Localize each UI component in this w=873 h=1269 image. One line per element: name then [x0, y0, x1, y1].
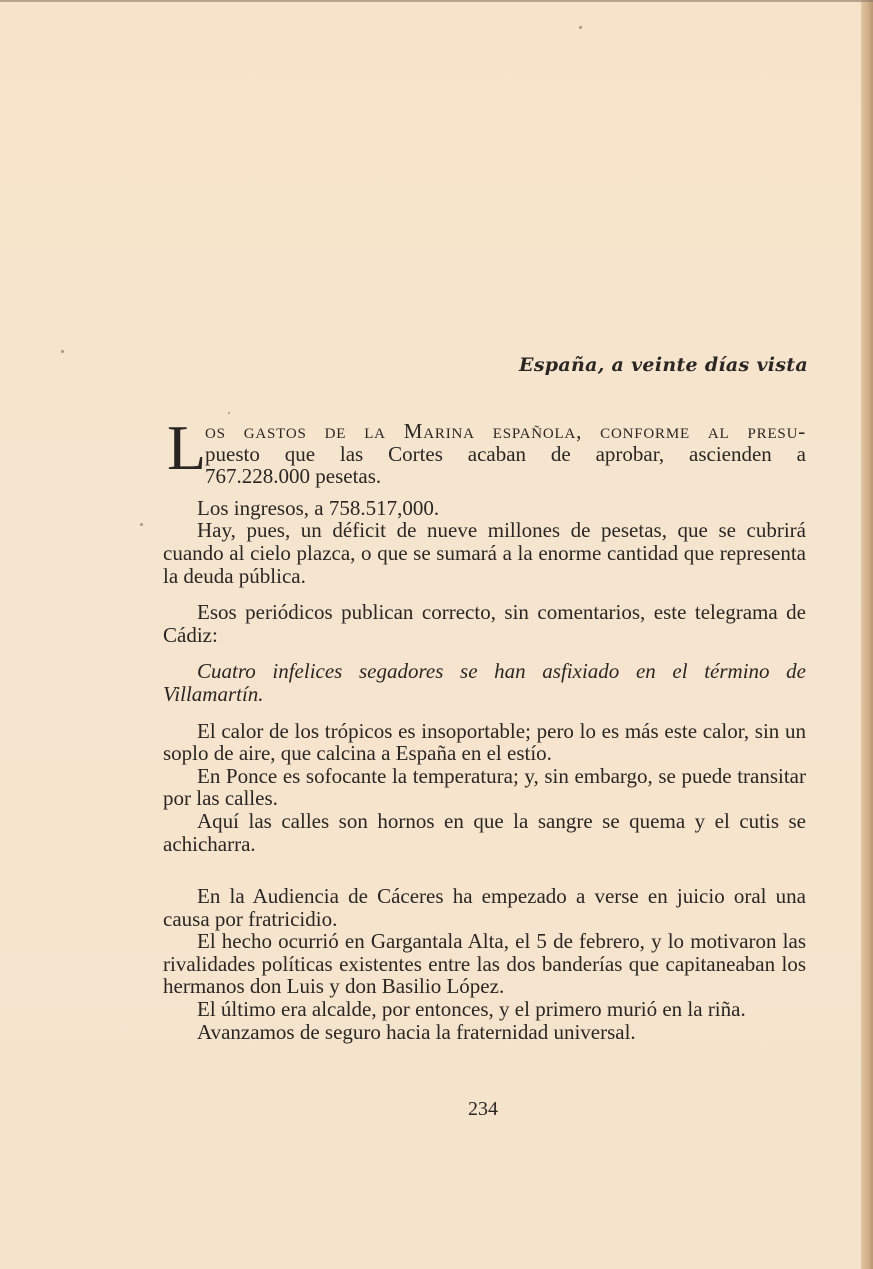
- paragraph-telegrama: Esos periódicos publican correcto, sin comentarios, este telegrama de Cádiz:: [163, 600, 806, 647]
- opening-line-2: puesto que las Cortes acaban de aprobar, ascienden a: [205, 441, 806, 466]
- top-edge-line: [0, 0, 873, 2]
- article-body: [163, 412, 806, 1044]
- paragraph-deficit: Hay, pues, un déficit de nueve millones de pesetas, que se cubrirá cuando al cielo plazca, o que se sumará a la enorme cantidad que representa la deuda pública.: [163, 518, 806, 588]
- paragraph-avanzamos: Avanzamos de seguro hacia la fraternidad universal.: [197, 1019, 636, 1044]
- paragraph-audiencia: En la Audiencia de Cáceres ha empezado a verse en juicio oral una causa por fratricidio.: [163, 884, 806, 931]
- paper-speck: [61, 350, 64, 353]
- paragraph-ponce: En Ponce es sofocante la temperatura; y, sin embargo, se puede transitar por las calles.: [163, 763, 806, 811]
- paper-speck: [228, 412, 230, 414]
- section-title: España, a veinte días vista: [519, 354, 808, 376]
- paragraph-telegrama-quote: Cuatro infelices segadores se han asfixiado en el término de Villamartín.: [163, 659, 806, 706]
- page-edge-shadow: [861, 0, 873, 1269]
- paragraph-ingresos: Los ingresos, a 758.517,000.: [197, 495, 440, 520]
- paragraph-aqui: Aquí las calles son hornos en que la sangre se quema y el cutis se achicharra.: [163, 808, 806, 856]
- opening-line-3: 767.228.000 pesetas.: [205, 464, 382, 489]
- paragraph-alcalde: El último era alcalde, por entonces, y el primero murió en la riña.: [197, 997, 746, 1022]
- paragraph-calor: El calor de los trópicos es insoportable; pero lo es más este calor, sin un soplo de aire, que calcina a España en el estío.: [163, 718, 806, 766]
- paper-speck: [579, 26, 582, 29]
- paper-speck: [140, 523, 143, 526]
- opening-line-1: os gastos de la Marina española, conforme al presu-: [205, 419, 806, 443]
- page-number: 234: [468, 1098, 498, 1120]
- drop-cap: L: [167, 412, 207, 483]
- opening-paragraph: [163, 412, 806, 489]
- paragraph-hecho: El hecho ocurrió en Gargantala Alta, el 5 de febrero, y lo motivaron las rivalidades políticas existentes entre las dos banderías que capitaneaban los hermanos don Luis y don Basilio López.: [163, 929, 806, 999]
